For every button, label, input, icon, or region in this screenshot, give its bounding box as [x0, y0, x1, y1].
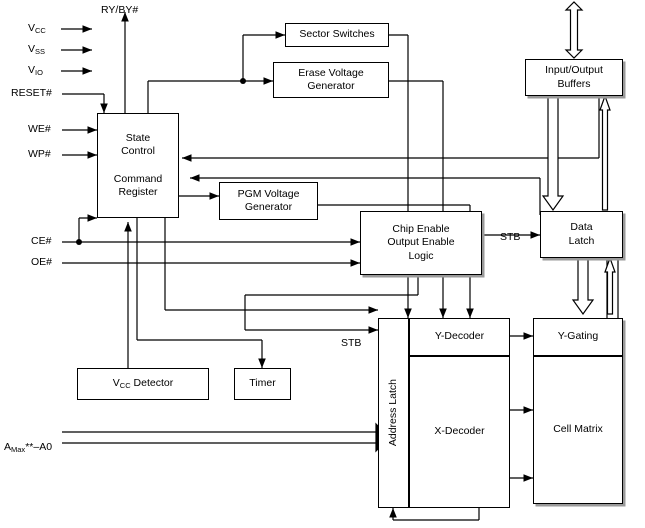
block-y-decoder	[409, 318, 510, 356]
pgm-voltage-generator-label: PGM Voltage Generator	[237, 187, 300, 213]
label-stb-left: STB	[341, 337, 362, 349]
sector-switches-label: Sector Switches	[299, 28, 375, 41]
state-control-line3: Command	[113, 172, 163, 185]
state-control-line2: Control	[121, 145, 155, 158]
block-x-decoder	[409, 356, 510, 508]
timer-label: Timer	[249, 377, 276, 390]
label-stb-right: STB	[500, 231, 521, 243]
block-y-gating	[533, 318, 623, 356]
block-state-control	[97, 113, 179, 218]
cell-matrix-label: Cell Matrix	[553, 423, 603, 436]
vcc-detector-label: $V_{CC}$ Detector	[112, 377, 174, 391]
block-data-latch	[540, 211, 623, 258]
block-pgm-voltage-generator	[219, 182, 318, 220]
block-input-output-buffers	[525, 59, 623, 96]
label-ce: CE#	[31, 235, 52, 247]
block-timer	[234, 368, 291, 400]
block-cell-matrix	[533, 356, 623, 504]
label-vio: $V_{IO}$	[28, 64, 43, 77]
block-chip-enable-output-enable-logic	[360, 211, 482, 275]
label-address-bus: $A_{Max}**-A0$	[4, 441, 53, 454]
label-ry-by: RY/BY#	[101, 4, 139, 16]
label-vcc: $V_{CC}$	[28, 22, 46, 35]
label-wp: WP#	[28, 148, 51, 160]
block-address-latch	[378, 318, 409, 508]
label-we: WE#	[28, 123, 51, 135]
label-vss: $V_{SS}$	[28, 43, 46, 56]
chip-enable-output-enable-logic-label: Chip Enable Output Enable Logic	[387, 223, 455, 262]
x-decoder-label: X-Decoder	[434, 425, 485, 438]
block-erase-voltage-generator	[273, 62, 389, 98]
data-latch-label: Data Latch	[568, 221, 595, 247]
y-gating-label: Y-Gating	[557, 330, 599, 343]
address-latch-label: Address Latch	[386, 379, 399, 447]
state-control-line1: State	[125, 132, 151, 145]
input-output-buffers-label: Input/Output Buffers	[545, 64, 603, 90]
block-vcc-detector	[77, 368, 209, 400]
label-oe: OE#	[31, 256, 53, 268]
state-control-line4: Register	[118, 185, 158, 198]
label-reset: RESET#	[11, 87, 52, 99]
block-sector-switches	[285, 23, 389, 47]
erase-voltage-generator-label: Erase Voltage Generator	[298, 66, 364, 92]
y-decoder-label: Y-Decoder	[434, 330, 485, 343]
